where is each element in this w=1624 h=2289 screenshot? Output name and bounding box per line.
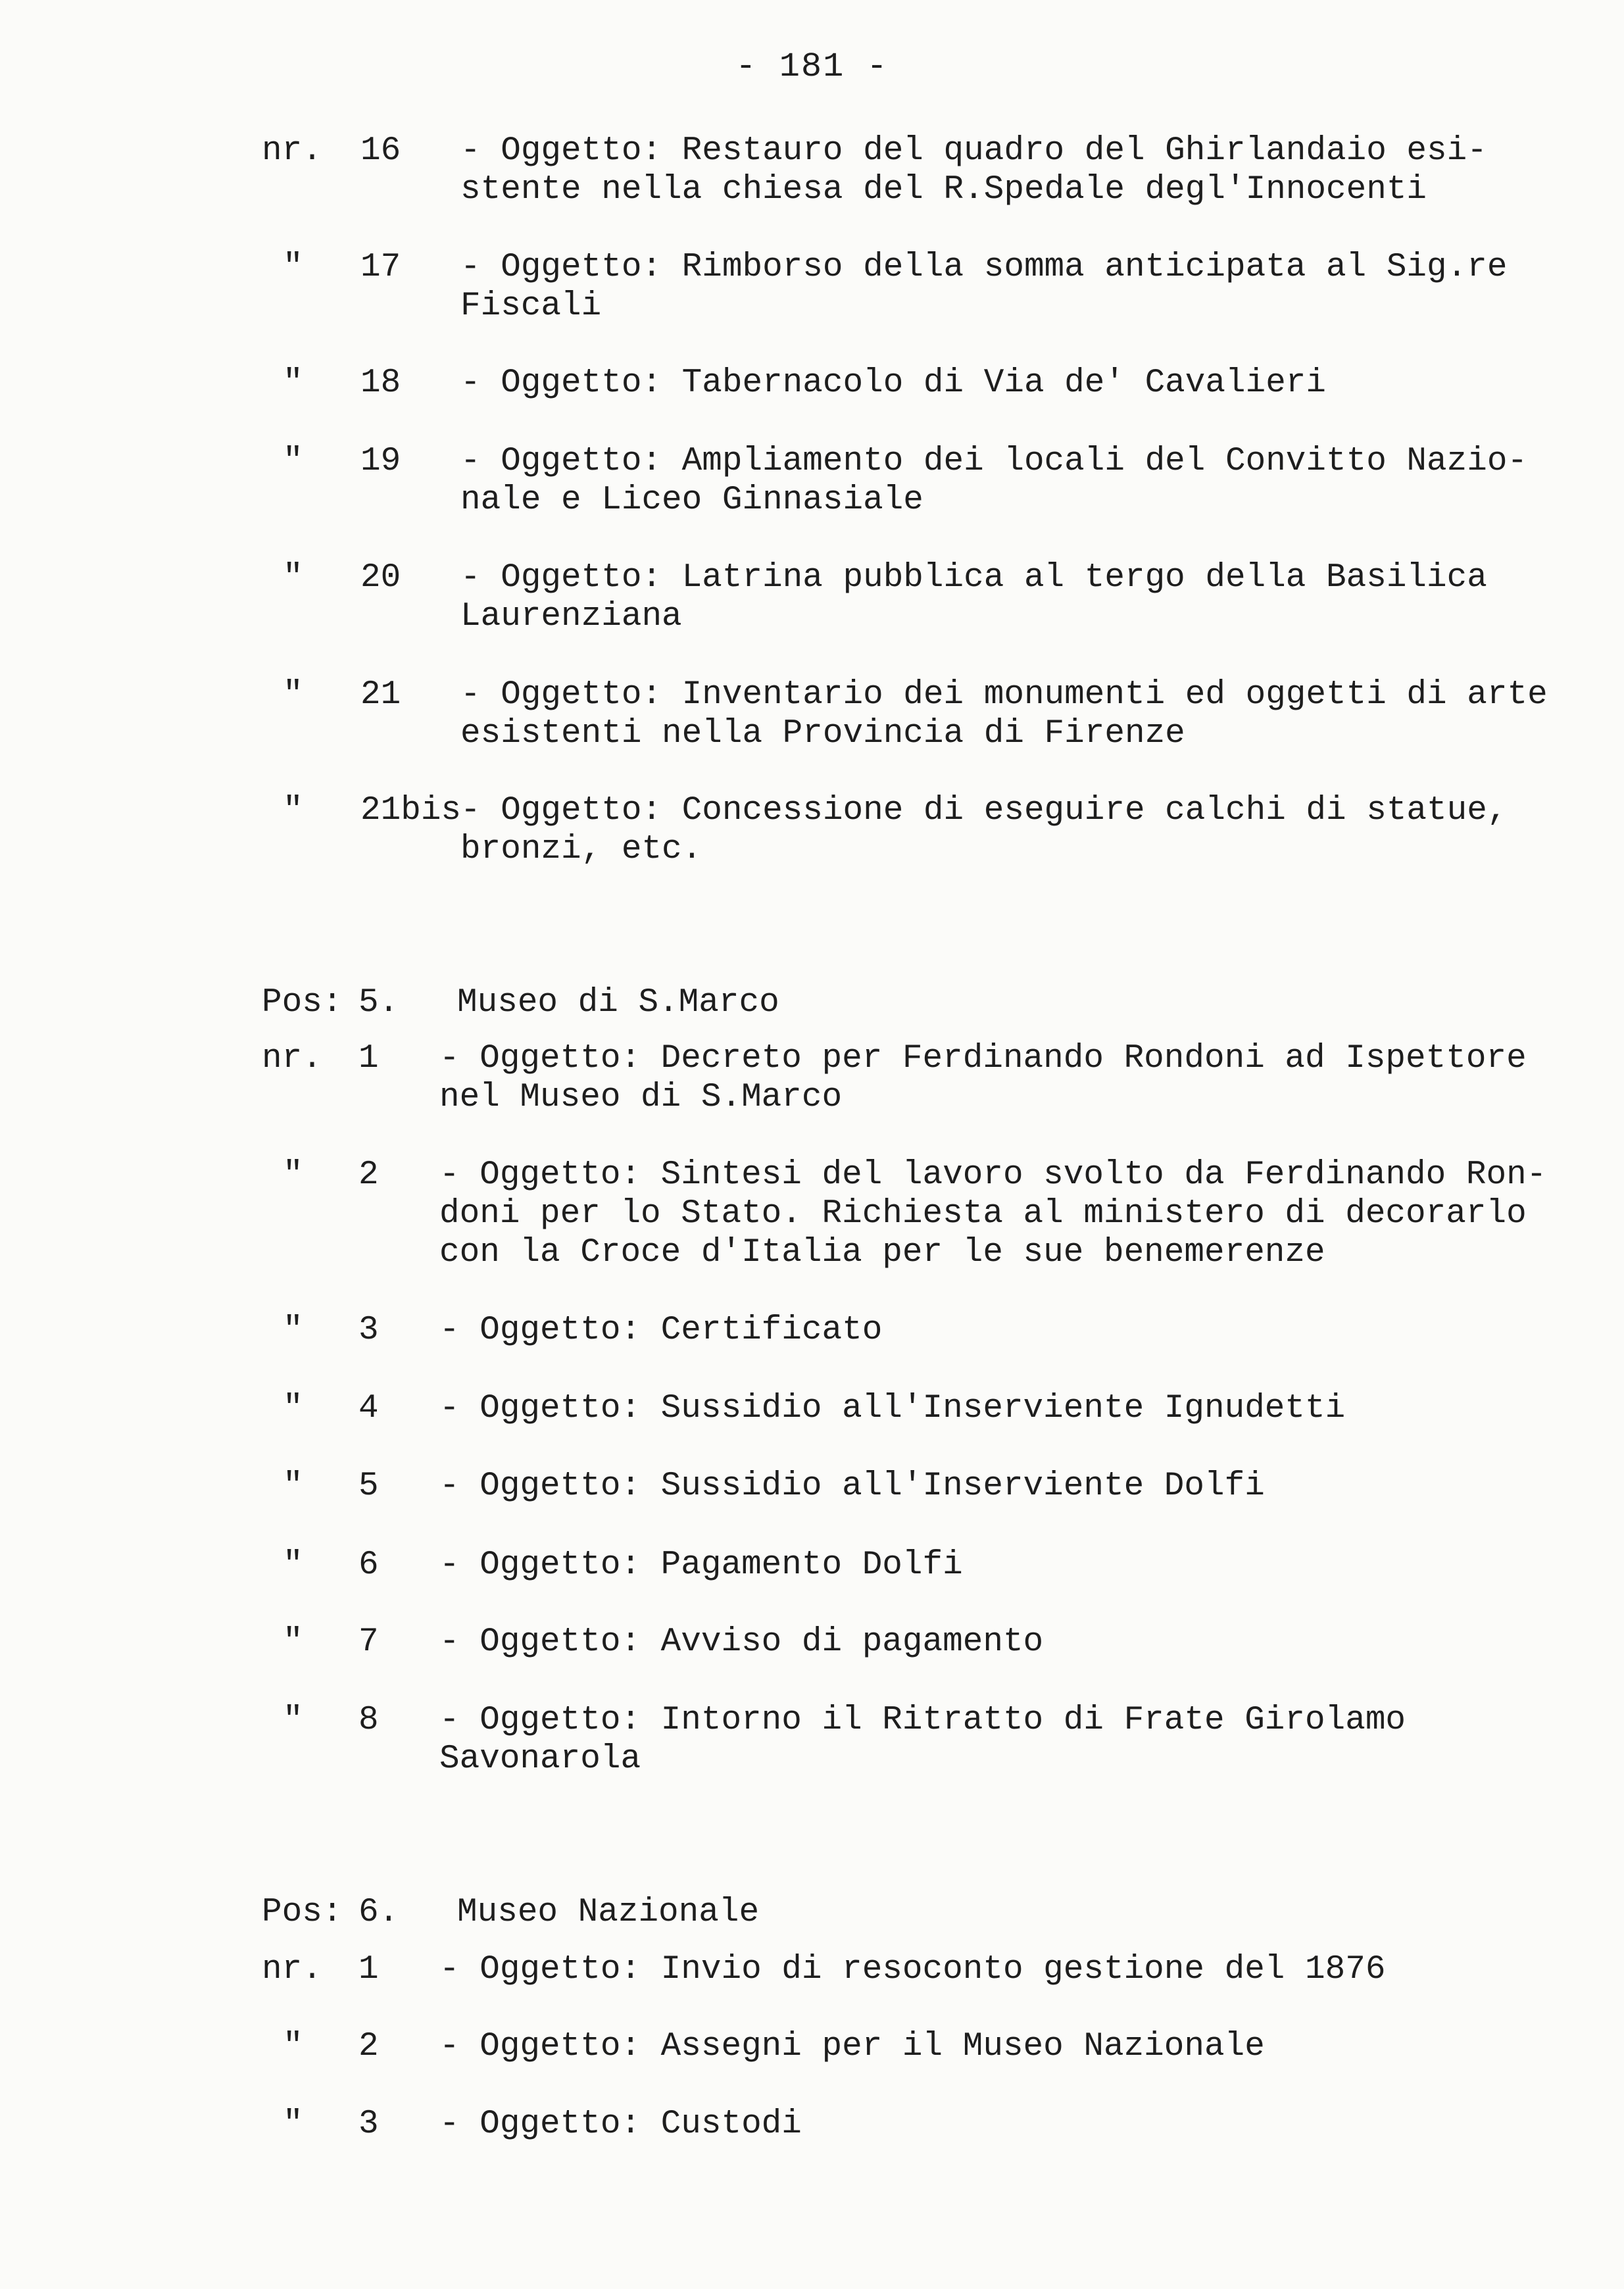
- entry-number: 8: [358, 1702, 379, 1739]
- entry-number: 21: [360, 676, 401, 714]
- entry-number: 4: [358, 1390, 379, 1427]
- section-title: Museo Nazionale: [457, 1894, 760, 1931]
- entry-prefix: ": [283, 249, 303, 286]
- entry-text: - Oggetto: Avviso di pagamento: [439, 1623, 1044, 1661]
- entry-number: 21bis: [360, 792, 462, 829]
- entry-text: - Oggetto: Concessione di eseguire calchi di statue,: [460, 792, 1508, 829]
- entry-prefix: ": [283, 2028, 303, 2065]
- entry-text: - Oggetto: Sussidio all'Inserviente Dolfi: [439, 1467, 1265, 1505]
- section-pos-label: Pos:: [262, 1894, 343, 1931]
- entry-continuation-line: stente nella chiesa del R.Spedale degl'Innocenti: [460, 171, 1427, 209]
- entry-text: - Oggetto: Certificato: [439, 1312, 883, 1349]
- entry-text: - Oggetto: Decreto per Ferdinando Rondoni ad Ispettore: [439, 1040, 1527, 1077]
- section-pos-number: 6.: [358, 1894, 399, 1931]
- entry-continuation-line: con la Croce d'Italia per le sue benemerenze: [439, 1234, 1325, 1271]
- entry-prefix: ": [283, 792, 303, 829]
- entry-number: 1: [358, 1951, 379, 1988]
- section-pos-label: Pos:: [262, 984, 343, 1021]
- entry-continuation-line: doni per lo Stato. Richiesta al ministero di decorarlo: [439, 1195, 1527, 1233]
- entry-number: 18: [360, 364, 401, 402]
- entry-text: - Oggetto: Sintesi del lavoro svolto da Ferdinando Ron-: [439, 1156, 1547, 1194]
- entry-text: - Oggetto: Custodi: [439, 2105, 802, 2143]
- entry-text: - Oggetto: Pagamento Dolfi: [439, 1546, 963, 1584]
- entry-number: 17: [360, 249, 401, 286]
- entry-number: 19: [360, 443, 401, 480]
- entry-text: - Oggetto: Rimborso della somma anticipata al Sig.re: [460, 249, 1508, 286]
- entry-text: - Oggetto: Invio di resoconto gestione del 1876: [439, 1951, 1386, 1988]
- entry-continuation-line: bronzi, etc.: [460, 831, 702, 868]
- entry-number: 6: [358, 1546, 379, 1584]
- entry-text: - Oggetto: Restauro del quadro del Ghirlandaio esi-: [460, 132, 1487, 170]
- section-pos-number: 5.: [358, 984, 399, 1021]
- entry-prefix: ": [283, 559, 303, 597]
- entry-number: 2: [358, 2028, 379, 2065]
- entry-prefix: ": [283, 2105, 303, 2143]
- entry-continuation-line: Savonarola: [439, 1740, 641, 1778]
- entry-text: - Oggetto: Latrina pubblica al tergo della Basilica: [460, 559, 1487, 597]
- entry-prefix: ": [283, 1702, 303, 1739]
- entry-number: 7: [358, 1623, 379, 1661]
- section-title: Museo di S.Marco: [457, 984, 779, 1021]
- entry-prefix: ": [283, 443, 303, 480]
- entry-number: 3: [358, 1312, 379, 1349]
- entry-prefix: ": [283, 1546, 303, 1584]
- entry-prefix: ": [283, 1390, 303, 1427]
- entry-number: 3: [358, 2105, 379, 2143]
- entry-text: - Oggetto: Tabernacolo di Via de' Cavalieri: [460, 364, 1327, 402]
- entry-text: - Oggetto: Inventario dei monumenti ed oggetti di arte: [460, 676, 1548, 714]
- entry-prefix: nr.: [262, 1951, 322, 1988]
- page-number: - 181 -: [735, 47, 889, 86]
- entry-text: - Oggetto: Assegni per il Museo Nazionale: [439, 2028, 1265, 2065]
- entry-prefix: nr.: [262, 132, 322, 170]
- entry-text: - Oggetto: Ampliamento dei locali del Convitto Nazio-: [460, 443, 1528, 480]
- entry-prefix: ": [283, 1623, 303, 1661]
- entry-prefix: nr.: [262, 1040, 322, 1077]
- entry-number: 2: [358, 1156, 379, 1194]
- entry-continuation-line: Laurenziana: [460, 598, 682, 635]
- entry-prefix: ": [283, 676, 303, 714]
- entry-text: - Oggetto: Intorno il Ritratto di Frate Girolamo: [439, 1702, 1406, 1739]
- entry-number: 1: [358, 1040, 379, 1077]
- entry-prefix: ": [283, 1467, 303, 1505]
- entry-prefix: ": [283, 364, 303, 402]
- entry-number: 16: [360, 132, 401, 170]
- entry-number: 5: [358, 1467, 379, 1505]
- entry-continuation-line: nale e Liceo Ginnasiale: [460, 481, 923, 519]
- entry-prefix: ": [283, 1312, 303, 1349]
- entry-continuation-line: nel Museo di S.Marco: [439, 1079, 843, 1116]
- entry-prefix: ": [283, 1156, 303, 1194]
- entry-number: 20: [360, 559, 401, 597]
- entry-text: - Oggetto: Sussidio all'Inserviente Ignudetti: [439, 1390, 1346, 1427]
- entry-continuation-line: Fiscali: [460, 287, 602, 325]
- entry-continuation-line: esistenti nella Provincia di Firenze: [460, 715, 1185, 752]
